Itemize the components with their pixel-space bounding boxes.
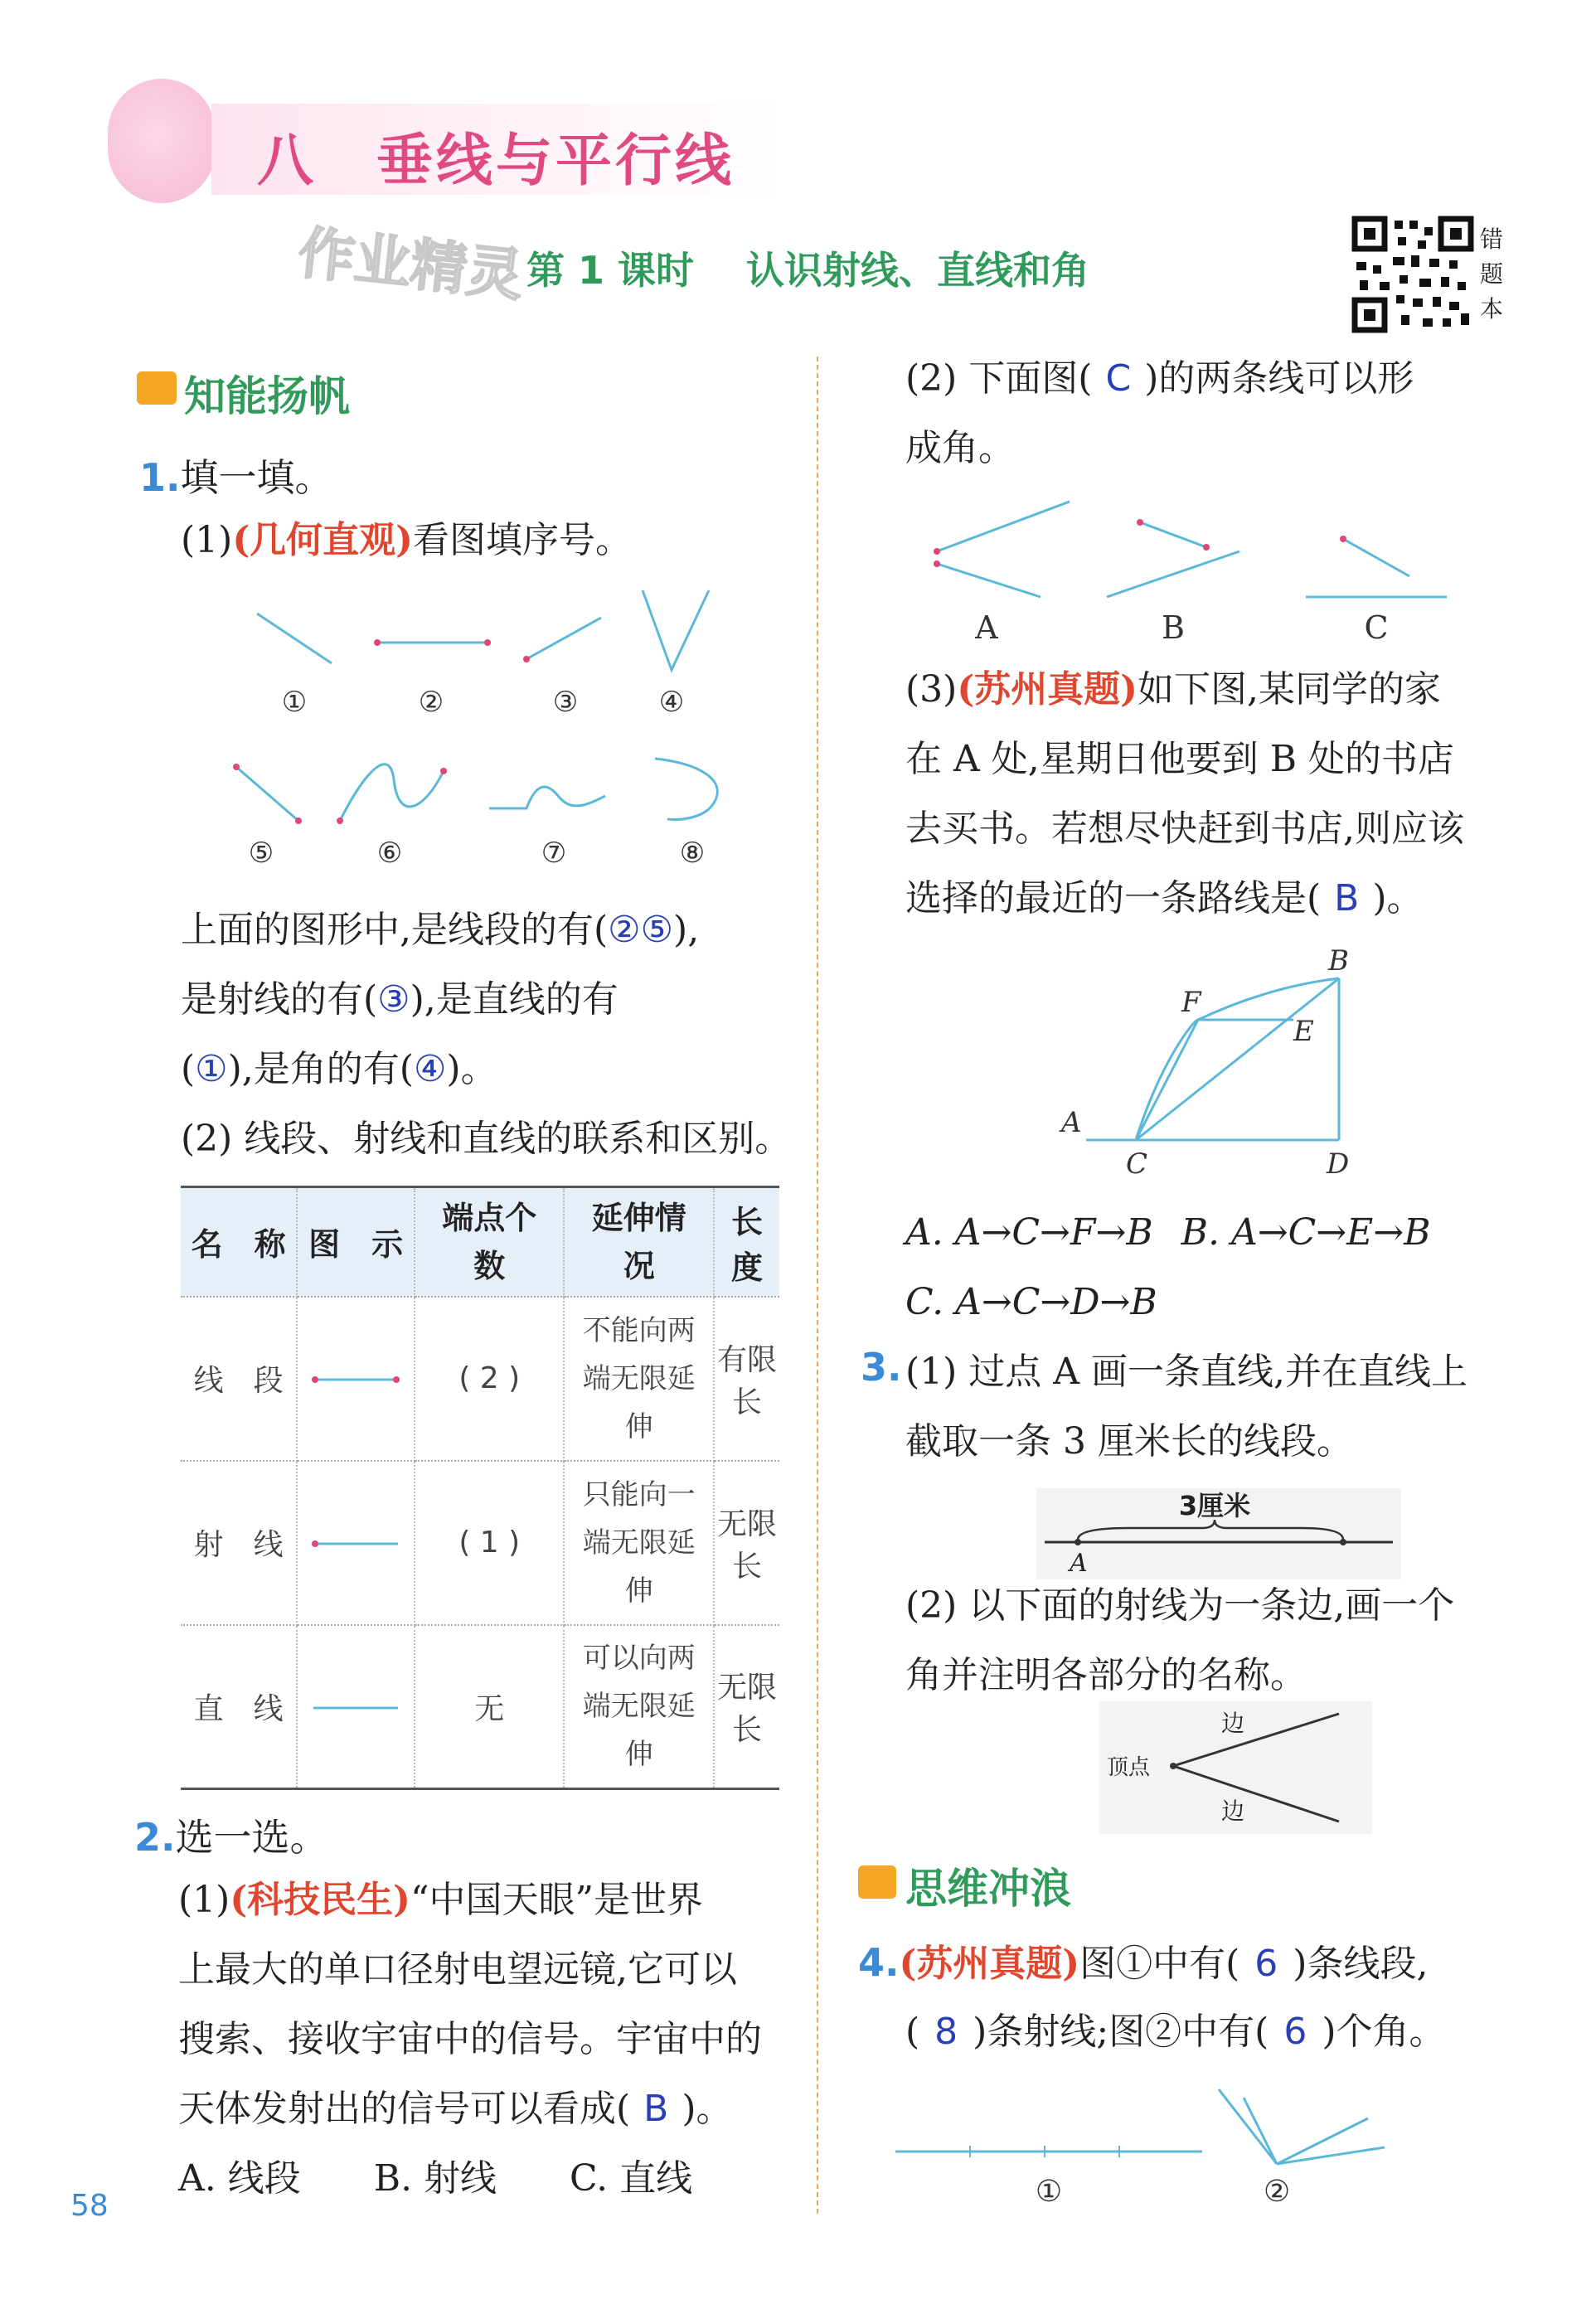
- q1-line3: [181, 1035, 497, 1104]
- q2-p3-l1-text: 如下图,某同学的家: [1137, 668, 1441, 711]
- fig-5-segment: [236, 767, 298, 821]
- fig-label-8: ⑧: [679, 837, 706, 870]
- route-diagram: [1045, 937, 1376, 1186]
- q2-p2-answer[interactable]: C: [1105, 357, 1132, 400]
- fig-3-ray: [526, 618, 601, 659]
- q4-answer-rays[interactable]: 8: [934, 2011, 958, 2053]
- q4-answer-segments[interactable]: 6: [1254, 1943, 1278, 1985]
- fig-label-7: ⑦: [541, 837, 567, 870]
- q1-number: 1.: [139, 455, 181, 500]
- fig-7-curve: [489, 787, 605, 808]
- q2-p1-tag: (科技民生): [230, 1879, 410, 1921]
- q4-fig-label-1: ①: [1035, 2175, 1063, 2209]
- q2-p2-label-c: C: [1364, 609, 1389, 646]
- row-extension: 可以向两端无限延伸: [564, 1625, 714, 1789]
- fig-label-4: ④: [658, 686, 685, 719]
- q2-p1-answer[interactable]: B: [643, 2088, 669, 2130]
- q2-p1-l2: 上最大的单口径射电望远镜,它可以: [178, 1948, 737, 1991]
- section-icon: [137, 371, 177, 405]
- ray-diagram: [310, 1535, 401, 1552]
- row-diagram: [297, 1625, 415, 1789]
- q1-ans-lines[interactable]: ①: [195, 1048, 228, 1090]
- pt-f: F: [1181, 986, 1201, 1019]
- row-count: 无: [415, 1625, 564, 1789]
- pt-e: E: [1293, 1015, 1314, 1048]
- q2-p1-prefix: (1): [178, 1879, 230, 1921]
- q3-fig2-top: 边: [1221, 1710, 1245, 1737]
- q1-title: 填一填。: [180, 455, 333, 500]
- q3-fig2-bottom: 边: [1221, 1797, 1245, 1825]
- q2-label: [134, 1807, 327, 1862]
- comparison-table: [181, 1186, 795, 1790]
- q2-p3-l4-a: 选择的最近的一条路线是(: [905, 877, 1322, 919]
- fig-6-curve: [340, 764, 444, 821]
- q3-l3: (2) 以下面的射线为一条边,画一个: [905, 1584, 1455, 1627]
- fig-label-3: ③: [552, 686, 579, 719]
- q2-p2-label-b: B: [1162, 609, 1185, 646]
- q2-p1-l4-a: 天体发射出的信号可以看成(: [178, 2088, 631, 2130]
- q4-l2-c: )个角。: [1322, 2011, 1446, 2053]
- row-length: 无限长: [714, 1625, 779, 1789]
- q1-ans-rays[interactable]: ③: [377, 978, 410, 1021]
- fig-2-end-a: [374, 639, 381, 646]
- column-divider: [817, 357, 818, 2214]
- watermark: 作业精灵: [294, 220, 526, 309]
- qr-code[interactable]: [1351, 216, 1474, 333]
- th-diagram: 图 示: [297, 1187, 415, 1297]
- th-endpoints: 端点个数: [415, 1187, 564, 1297]
- fig-8-curve: [655, 759, 717, 819]
- fig-label-6: ⑥: [376, 837, 403, 870]
- q4-fig-label-2: ②: [1263, 2175, 1291, 2209]
- q2-p3-l4: [905, 864, 1424, 934]
- q4-figures: [887, 2073, 1534, 2222]
- fig-label-1: ①: [281, 686, 308, 719]
- q1-line2-b: ),是直线的有: [410, 978, 619, 1021]
- line-diagram: [310, 1700, 401, 1716]
- table-row: [181, 1461, 779, 1625]
- pt-c: C: [1126, 1147, 1148, 1181]
- q3-fig1-label: 3厘米: [1178, 1490, 1251, 1521]
- q2-p3-l4-b: )。: [1372, 877, 1424, 919]
- th-length: 长 度: [714, 1187, 779, 1297]
- q2-p3-l2: 在 A 处,星期日他要到 B 处的书店: [905, 738, 1455, 780]
- q2-p1-l1: [178, 1865, 703, 1935]
- q2-p3-l1: [905, 655, 1441, 725]
- q2-p2-l2: 成角。: [905, 427, 1015, 469]
- q2-title: 选一选。: [175, 1815, 328, 1860]
- fig-1-line: [257, 614, 332, 663]
- q3-l2: 截取一条 3 厘米长的线段。: [905, 1420, 1353, 1463]
- chapter-title: 八 垂线与平行线: [257, 129, 735, 194]
- q3-fig1-point: A: [1070, 1549, 1088, 1578]
- q2-p1-options: A. 线段 B. 射线 C. 直线: [178, 2157, 693, 2200]
- q1-line1-a: 上面的图形中,是线段的有(: [181, 909, 609, 951]
- q2-p3-opt-a: A. A→C→F→B: [905, 1211, 1153, 1254]
- q4-l2-b: )条射线;图②中有(: [973, 2011, 1269, 2053]
- q2-p2-label-a: A: [975, 609, 998, 646]
- q1-ans-angles[interactable]: ④: [413, 1048, 447, 1090]
- row-diagram: [297, 1297, 415, 1461]
- q2-p3-options-ab: [905, 1198, 1430, 1268]
- q4-answer-angles[interactable]: 6: [1283, 2011, 1307, 2053]
- pt-b: B: [1328, 944, 1349, 978]
- row-length: 有限长: [714, 1297, 779, 1461]
- q3-l4: 角并注明各部分的名称。: [905, 1654, 1307, 1696]
- q1-line3-c: )。: [446, 1048, 497, 1090]
- fig-label-2: ②: [418, 686, 444, 719]
- q2-p2-b: )的两条线可以形: [1144, 357, 1414, 400]
- q2-p1-l4: [178, 2074, 733, 2144]
- fig-6-end-a: [337, 817, 343, 824]
- row-name: 直 线: [181, 1625, 297, 1789]
- q4-tag: (苏州真题): [899, 1943, 1080, 1985]
- lesson-prefix: 第 1 课时: [526, 248, 695, 293]
- q1-figures: [224, 580, 754, 879]
- q2-p3-answer[interactable]: B: [1334, 877, 1360, 919]
- q1-label: [139, 448, 332, 502]
- table-row: [181, 1297, 779, 1461]
- q1-line2-a: 是射线的有(: [181, 978, 378, 1021]
- q4-number: 4.: [858, 1940, 900, 1985]
- segment-diagram: [310, 1371, 401, 1388]
- header-decoration: [108, 79, 216, 203]
- q1-p1-prefix: (1): [181, 519, 233, 561]
- q1-p1: [181, 506, 632, 575]
- fig-label-5: ⑤: [248, 837, 274, 870]
- q1-p2: (2) 线段、射线和直线的联系和区别。: [181, 1118, 792, 1160]
- row-length: 无限长: [714, 1461, 779, 1625]
- q1-line3-a: (: [181, 1048, 196, 1090]
- q4-l1-b: )条线段,: [1293, 1943, 1429, 1985]
- pt-d: D: [1327, 1147, 1350, 1181]
- row-extension: 只能向一端无限延伸: [564, 1461, 714, 1625]
- q4-l1-a: 图①中有(: [1079, 1943, 1240, 1985]
- q2-p1-l3: 搜索、接收宇宙中的信号。宇宙中的: [178, 2018, 762, 2060]
- q3-number: [861, 1345, 901, 1390]
- lesson-title: 认识射线、直线和角: [746, 248, 1089, 293]
- q2-number: 2.: [134, 1815, 176, 1860]
- fig-5-end-a: [233, 764, 240, 770]
- q2-p3-opt-b: B. A→C→E→B: [1181, 1211, 1431, 1254]
- q4-l1: [858, 1928, 1428, 1999]
- section-title-2: 思维冲浪: [905, 1865, 1071, 1913]
- q3-l1: (1) 过点 A 画一条直线,并在直线上: [905, 1351, 1468, 1393]
- q4-l2-a: (: [905, 2011, 920, 2053]
- q1-line1: [181, 895, 699, 965]
- q2-p3-tag: (苏州真题): [957, 668, 1138, 711]
- q1-p1-tag: (几何直观): [232, 519, 413, 561]
- q1-line3-b: ),是角的有(: [227, 1048, 414, 1090]
- q3-fig1: [1036, 1488, 1401, 1579]
- th-name: 名 称: [181, 1187, 297, 1297]
- q2-p3-option-c: C. A→C→D→B: [905, 1281, 1157, 1323]
- fig-3-end: [523, 656, 530, 662]
- q2-p2-figures: [904, 489, 1509, 655]
- q2-p3-l3: 去买书。若想尽快赶到书店,则应该: [905, 808, 1464, 850]
- q3-fig2-vertex: 顶点: [1107, 1755, 1151, 1780]
- row-count[interactable]: ( 2 ): [415, 1297, 564, 1461]
- q1-line2: [181, 965, 619, 1035]
- q1-p1-text: 看图填序号。: [412, 519, 632, 561]
- fig-5-end-b: [295, 817, 302, 824]
- q2-p2-a: (2) 下面图(: [905, 357, 1093, 400]
- q2-p2-l1: [905, 344, 1414, 414]
- section2-icon: [858, 1865, 896, 1899]
- row-extension: 不能向两端无限延伸: [564, 1297, 714, 1461]
- fig-4-angle: [643, 590, 709, 670]
- q3-fig2: [1099, 1701, 1372, 1834]
- table-row: [181, 1625, 779, 1789]
- row-name: 射 线: [181, 1461, 297, 1625]
- qr-label: 错题本: [1480, 226, 1504, 323]
- q4-l2: [905, 1997, 1446, 2067]
- section-title-1: 知能扬帆: [184, 372, 350, 420]
- q1-line1-b: ),: [673, 909, 700, 951]
- th-extension: 延伸情况: [564, 1187, 714, 1297]
- q2-p1-l4-b: )。: [682, 2088, 733, 2130]
- q1-ans-segments[interactable]: ②⑤: [608, 909, 674, 951]
- page-number: 58: [70, 2189, 109, 2223]
- q2-p1-l1-text: “中国天眼”是世界: [410, 1879, 703, 1921]
- row-count[interactable]: ( 1 ): [415, 1461, 564, 1625]
- pt-a: A: [1061, 1106, 1082, 1139]
- q2-p3-prefix: (3): [905, 668, 958, 711]
- row-name: 线 段: [181, 1297, 297, 1461]
- fig-6-end-b: [440, 768, 447, 774]
- fig-2-end-b: [484, 639, 491, 646]
- q3-number-text: 3.: [861, 1345, 902, 1390]
- row-diagram: [297, 1461, 415, 1625]
